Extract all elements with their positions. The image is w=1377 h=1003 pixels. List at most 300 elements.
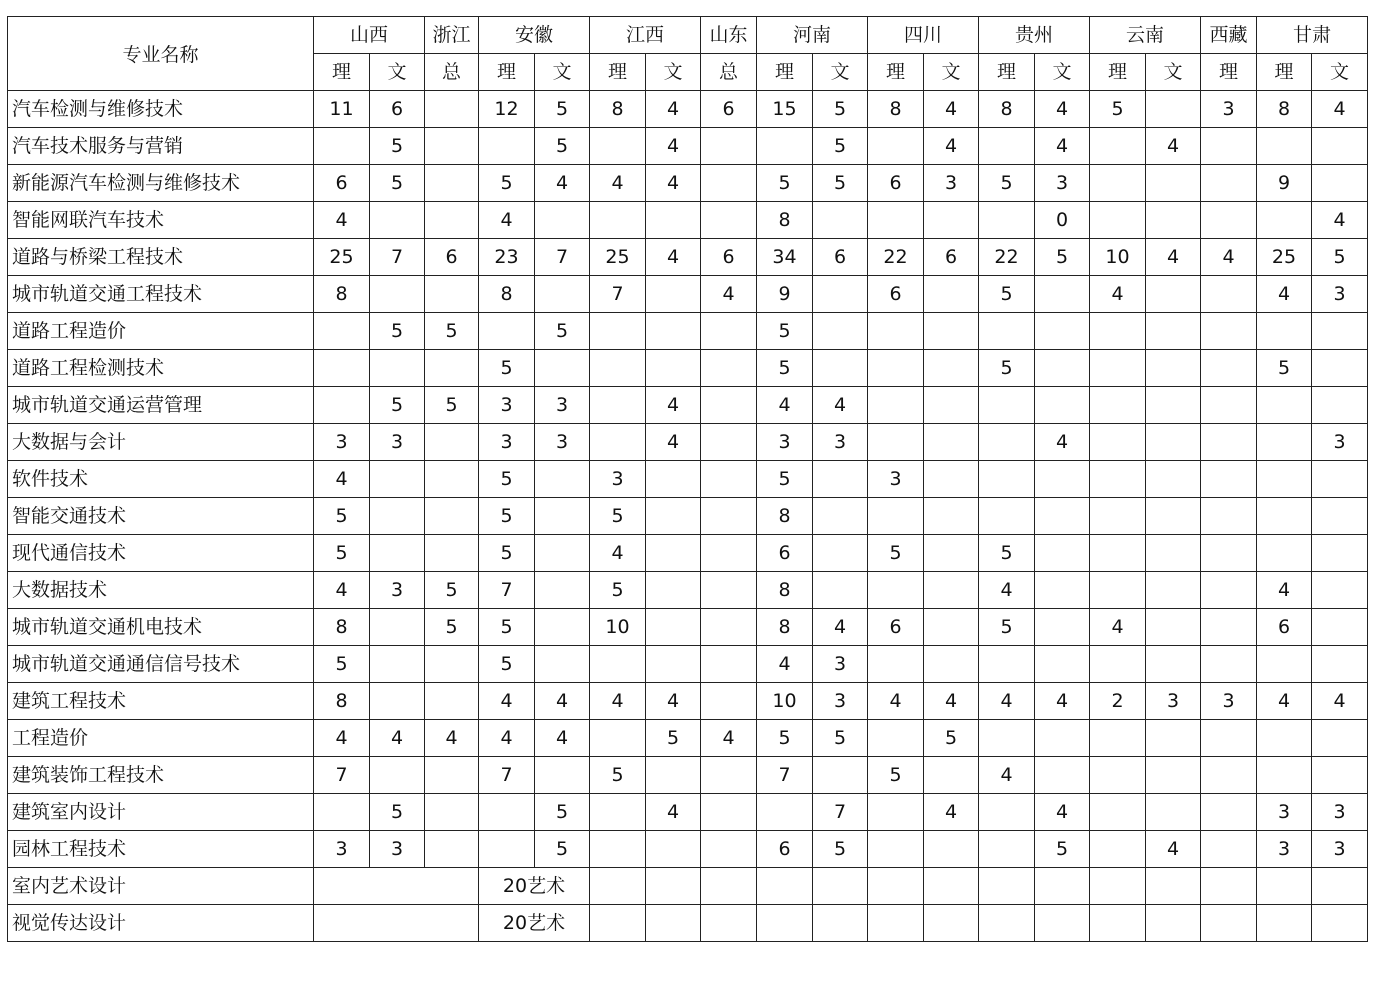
quota-cell: 4: [979, 757, 1035, 794]
table-row: [8, 757, 1368, 794]
quota-cell: [1146, 276, 1201, 313]
quota-cell: 5: [590, 498, 646, 535]
quota-cell: 15: [757, 91, 813, 128]
quota-cell: [813, 905, 868, 942]
quota-cell: 5: [979, 350, 1035, 387]
quota-cell: [1146, 794, 1201, 831]
quota-cell: [646, 646, 701, 683]
quota-cell: [1257, 868, 1312, 905]
quota-cell: [1035, 313, 1090, 350]
quota-cell: 5: [425, 387, 479, 424]
quota-cell: [314, 128, 370, 165]
quota-cell: [1090, 461, 1146, 498]
quota-cell: [757, 794, 813, 831]
quota-cell: [1201, 276, 1257, 313]
major-name-cell: 汽车检测与维修技术: [8, 91, 314, 128]
quota-cell: [1146, 313, 1201, 350]
quota-cell: [479, 128, 535, 165]
quota-cell: [370, 535, 425, 572]
quota-cell: 25: [314, 239, 370, 276]
quota-cell: 4: [425, 720, 479, 757]
table-row: [8, 461, 1368, 498]
quota-cell: [646, 572, 701, 609]
province-header: 四川: [868, 17, 979, 54]
quota-cell: 23: [479, 239, 535, 276]
quota-cell: 5: [425, 572, 479, 609]
quota-cell: 4: [757, 387, 813, 424]
quota-cell: [701, 757, 757, 794]
quota-cell: [425, 165, 479, 202]
quota-cell: [701, 646, 757, 683]
quota-cell: 5: [535, 313, 590, 350]
quota-cell: 5: [479, 646, 535, 683]
quota-cell: 10: [757, 683, 813, 720]
province-header: 云南: [1090, 17, 1201, 54]
quota-cell: [646, 202, 701, 239]
quota-cell: [314, 350, 370, 387]
quota-cell: 5: [370, 165, 425, 202]
quota-cell: 8: [590, 91, 646, 128]
table-row: [8, 128, 1368, 165]
quota-cell: [1035, 498, 1090, 535]
quota-cell: 4: [535, 683, 590, 720]
quota-cell: 6: [757, 535, 813, 572]
quota-cell: 4: [479, 720, 535, 757]
province-header: 山东: [701, 17, 757, 54]
quota-cell: [535, 757, 590, 794]
quota-cell: [1312, 609, 1368, 646]
table-row: [8, 905, 1368, 942]
quota-cell: [590, 313, 646, 350]
quota-cell: 7: [314, 757, 370, 794]
province-header: 甘肃: [1257, 17, 1368, 54]
quota-cell: 4: [924, 794, 979, 831]
quota-cell: [425, 794, 479, 831]
quota-cell: [1312, 535, 1368, 572]
quota-cell: [590, 128, 646, 165]
quota-cell: 5: [979, 535, 1035, 572]
quota-cell: 5: [479, 165, 535, 202]
quota-cell: [314, 905, 479, 942]
quota-cell: [979, 313, 1035, 350]
quota-cell: 5: [370, 313, 425, 350]
quota-cell: [701, 128, 757, 165]
quota-cell: 3: [1312, 831, 1368, 868]
quota-cell: [757, 128, 813, 165]
quota-cell: 7: [813, 794, 868, 831]
quota-cell: [1090, 350, 1146, 387]
quota-cell: 8: [757, 609, 813, 646]
quota-cell: [425, 424, 479, 461]
quota-cell: [868, 313, 924, 350]
quota-cell: 5: [1035, 239, 1090, 276]
quota-cell: 4: [1090, 609, 1146, 646]
quota-cell: [1201, 794, 1257, 831]
quota-cell: 5: [479, 535, 535, 572]
quota-cell: 3: [370, 572, 425, 609]
major-name-cell: 城市轨道交通工程技术: [8, 276, 314, 313]
quota-cell: 3: [1312, 794, 1368, 831]
major-name-cell: 园林工程技术: [8, 831, 314, 868]
quota-cell: [1201, 609, 1257, 646]
quota-cell: 3: [1146, 683, 1201, 720]
subject-header: 文: [1035, 54, 1090, 91]
quota-cell: 6: [370, 91, 425, 128]
quota-cell: [535, 535, 590, 572]
quota-cell: 4: [590, 165, 646, 202]
quota-cell: 5: [314, 646, 370, 683]
quota-cell: 10: [1090, 239, 1146, 276]
quota-cell: [1090, 128, 1146, 165]
quota-cell: [868, 128, 924, 165]
subject-header: 理: [479, 54, 535, 91]
quota-cell: [1035, 609, 1090, 646]
quota-cell: [924, 646, 979, 683]
major-name-cell: 软件技术: [8, 461, 314, 498]
quota-cell: 10: [590, 609, 646, 646]
quota-cell: [1090, 202, 1146, 239]
quota-cell: [701, 313, 757, 350]
quota-cell: 4: [1090, 276, 1146, 313]
quota-cell: 4: [979, 683, 1035, 720]
quota-cell: [1146, 498, 1201, 535]
quota-cell: [813, 868, 868, 905]
quota-cell: [1035, 905, 1090, 942]
quota-cell: 4: [590, 683, 646, 720]
quota-cell: [924, 461, 979, 498]
quota-cell: [1201, 757, 1257, 794]
quota-cell: 4: [646, 683, 701, 720]
quota-cell: 6: [1257, 609, 1312, 646]
quota-cell: 4: [868, 683, 924, 720]
quota-cell: 3: [757, 424, 813, 461]
quota-cell: [1201, 646, 1257, 683]
quota-cell: [646, 831, 701, 868]
quota-cell: 6: [868, 609, 924, 646]
quota-cell: 5: [757, 165, 813, 202]
major-name-cell: 现代通信技术: [8, 535, 314, 572]
quota-cell: 5: [868, 535, 924, 572]
quota-cell: [1090, 498, 1146, 535]
quota-cell: [1035, 461, 1090, 498]
quota-cell: [1312, 757, 1368, 794]
quota-cell: [646, 535, 701, 572]
quota-cell: [370, 461, 425, 498]
quota-cell: 4: [646, 239, 701, 276]
quota-cell: 5: [813, 720, 868, 757]
quota-cell: 3: [314, 831, 370, 868]
quota-cell: 5: [535, 128, 590, 165]
quota-cell: [1201, 424, 1257, 461]
quota-cell: [1257, 535, 1312, 572]
quota-cell: [425, 535, 479, 572]
table-row: [8, 313, 1368, 350]
quota-cell: [1146, 350, 1201, 387]
quota-cell: 4: [590, 535, 646, 572]
quota-cell: [1146, 91, 1201, 128]
quota-cell: 3: [1257, 794, 1312, 831]
subject-header: 理: [868, 54, 924, 91]
quota-cell: 8: [479, 276, 535, 313]
quota-cell: [1146, 757, 1201, 794]
quota-cell: 5: [1312, 239, 1368, 276]
quota-cell: [425, 646, 479, 683]
quota-cell: [1201, 535, 1257, 572]
quota-cell: [535, 572, 590, 609]
quota-cell: [868, 498, 924, 535]
table-row: [8, 720, 1368, 757]
quota-cell: [813, 350, 868, 387]
table-row: [8, 387, 1368, 424]
quota-cell: [646, 498, 701, 535]
quota-cell: 9: [1257, 165, 1312, 202]
quota-cell: [535, 461, 590, 498]
quota-cell: [979, 424, 1035, 461]
quota-cell: 5: [370, 128, 425, 165]
quota-cell: 7: [535, 239, 590, 276]
subject-header: 理: [1257, 54, 1312, 91]
quota-cell: 6: [314, 165, 370, 202]
quota-cell: 22: [979, 239, 1035, 276]
quota-cell: [479, 313, 535, 350]
quota-cell: 5: [590, 572, 646, 609]
quota-cell: 3: [1312, 276, 1368, 313]
quota-cell: 4: [1312, 91, 1368, 128]
quota-cell: [1312, 165, 1368, 202]
quota-cell: 3: [1201, 683, 1257, 720]
quota-cell: 5: [813, 165, 868, 202]
quota-cell: 5: [314, 498, 370, 535]
quota-cell: 5: [979, 276, 1035, 313]
major-name-cell: 大数据技术: [8, 572, 314, 609]
quota-cell: 6: [425, 239, 479, 276]
quota-cell: [701, 424, 757, 461]
quota-cell: [701, 498, 757, 535]
quota-cell: 3: [479, 387, 535, 424]
quota-cell: 5: [479, 461, 535, 498]
quota-cell: [1257, 905, 1312, 942]
quota-cell: [1090, 313, 1146, 350]
quota-cell: 4: [535, 165, 590, 202]
major-name-cell: 城市轨道交通运营管理: [8, 387, 314, 424]
quota-cell: 5: [1257, 350, 1312, 387]
quota-cell: 5: [370, 387, 425, 424]
quota-cell: [701, 572, 757, 609]
quota-cell: 4: [479, 683, 535, 720]
quota-cell: [1146, 572, 1201, 609]
quota-cell: 8: [314, 276, 370, 313]
quota-cell: 4: [646, 128, 701, 165]
subject-header: 文: [924, 54, 979, 91]
quota-cell: [868, 424, 924, 461]
quota-cell: [813, 461, 868, 498]
quota-cell: 5: [979, 609, 1035, 646]
quota-cell: [701, 535, 757, 572]
quota-cell: 5: [535, 794, 590, 831]
quota-cell: [813, 202, 868, 239]
quota-cell: [813, 498, 868, 535]
quota-cell: [1257, 646, 1312, 683]
quota-cell: [1312, 498, 1368, 535]
major-name-cell: 智能网联汽车技术: [8, 202, 314, 239]
enrollment-plan-table: [7, 16, 1368, 942]
quota-cell: [1312, 572, 1368, 609]
major-name-cell: 大数据与会计: [8, 424, 314, 461]
quota-cell: [590, 720, 646, 757]
quota-cell: [370, 609, 425, 646]
major-name-cell: 道路与桥梁工程技术: [8, 239, 314, 276]
quota-cell: [1146, 461, 1201, 498]
quota-cell: 25: [1257, 239, 1312, 276]
province-header: 西藏: [1201, 17, 1257, 54]
quota-cell: 5: [1090, 91, 1146, 128]
quota-cell: 8: [757, 572, 813, 609]
quota-cell: 4: [314, 720, 370, 757]
quota-cell: [701, 202, 757, 239]
quota-cell: [1257, 128, 1312, 165]
quota-cell: [1035, 868, 1090, 905]
quota-cell: [1312, 905, 1368, 942]
table-row: [8, 276, 1368, 313]
quota-cell: [425, 91, 479, 128]
quota-cell: [590, 794, 646, 831]
major-name-cell: 道路工程检测技术: [8, 350, 314, 387]
quota-cell: [1257, 461, 1312, 498]
quota-cell: [1090, 757, 1146, 794]
quota-cell: 2: [1090, 683, 1146, 720]
quota-cell: 3: [590, 461, 646, 498]
quota-cell: [979, 498, 1035, 535]
quota-cell: 6: [701, 91, 757, 128]
quota-cell: 4: [314, 572, 370, 609]
quota-cell: 4: [1312, 202, 1368, 239]
quota-cell: [1146, 165, 1201, 202]
quota-cell: 4: [535, 720, 590, 757]
province-header: 山西: [314, 17, 425, 54]
quota-cell: [1035, 646, 1090, 683]
quota-cell: 34: [757, 239, 813, 276]
quota-cell: 4: [701, 720, 757, 757]
quota-cell: [701, 609, 757, 646]
subject-header: 理: [757, 54, 813, 91]
quota-cell: 3: [813, 646, 868, 683]
quota-cell: [1090, 794, 1146, 831]
quota-cell: 5: [646, 720, 701, 757]
quota-cell: 5: [479, 350, 535, 387]
quota-cell: [868, 572, 924, 609]
table-row: [8, 202, 1368, 239]
quota-cell: [535, 646, 590, 683]
quota-cell: [979, 905, 1035, 942]
quota-cell: 4: [1257, 683, 1312, 720]
quota-cell: [1035, 572, 1090, 609]
quota-cell: 4: [1146, 128, 1201, 165]
quota-cell: [425, 757, 479, 794]
quota-cell: 4: [924, 683, 979, 720]
quota-cell: 4: [1257, 572, 1312, 609]
quota-cell: 5: [1035, 831, 1090, 868]
quota-cell: [1146, 646, 1201, 683]
quota-cell: 7: [757, 757, 813, 794]
quota-cell: [1146, 387, 1201, 424]
quota-cell: 6: [868, 165, 924, 202]
quota-cell: [701, 461, 757, 498]
quota-cell: [979, 831, 1035, 868]
quota-cell: [701, 165, 757, 202]
quota-cell: [646, 313, 701, 350]
quota-cell: [924, 424, 979, 461]
quota-cell: [646, 757, 701, 794]
quota-cell: 4: [646, 165, 701, 202]
quota-cell: [979, 387, 1035, 424]
quota-cell: [370, 276, 425, 313]
quota-cell: 3: [1312, 424, 1368, 461]
quota-cell: 4: [479, 202, 535, 239]
quota-cell: [370, 498, 425, 535]
quota-cell: 5: [370, 794, 425, 831]
quota-cell: 5: [813, 128, 868, 165]
table-row: [8, 683, 1368, 720]
quota-cell: [1201, 350, 1257, 387]
table-row: [8, 572, 1368, 609]
quota-cell: 9: [757, 276, 813, 313]
province-header: 河南: [757, 17, 868, 54]
quota-cell: 3: [479, 424, 535, 461]
quota-cell: [868, 831, 924, 868]
quota-cell: [370, 202, 425, 239]
table-row: [8, 424, 1368, 461]
major-name-cell: 城市轨道交通机电技术: [8, 609, 314, 646]
quota-cell: [479, 831, 535, 868]
province-header: 江西: [590, 17, 701, 54]
quota-cell: 5: [979, 165, 1035, 202]
quota-cell: [1257, 387, 1312, 424]
quota-cell: [370, 757, 425, 794]
quota-cell: [425, 461, 479, 498]
quota-cell: [646, 276, 701, 313]
quota-cell: [1312, 128, 1368, 165]
quota-cell: [1035, 387, 1090, 424]
quota-cell: 4: [1146, 831, 1201, 868]
quota-cell: 12: [479, 91, 535, 128]
quota-cell: [646, 905, 701, 942]
quota-cell: 8: [1257, 91, 1312, 128]
quota-cell: 8: [757, 498, 813, 535]
quota-cell: [590, 202, 646, 239]
quota-cell: [1090, 646, 1146, 683]
quota-cell: [701, 387, 757, 424]
quota-cell: [701, 683, 757, 720]
quota-cell: [924, 387, 979, 424]
quota-cell: 4: [646, 91, 701, 128]
quota-cell: [924, 757, 979, 794]
quota-cell: [314, 387, 370, 424]
quota-cell: [590, 868, 646, 905]
quota-cell: [1201, 498, 1257, 535]
quota-cell: [924, 276, 979, 313]
quota-cell: [1035, 350, 1090, 387]
major-name-cell: 视觉传达设计: [8, 905, 314, 942]
quota-cell: [813, 535, 868, 572]
quota-cell: [924, 313, 979, 350]
quota-cell: [924, 572, 979, 609]
quota-cell: [1257, 313, 1312, 350]
province-header: 贵州: [979, 17, 1090, 54]
quota-cell: 5: [479, 609, 535, 646]
quota-cell: [924, 350, 979, 387]
table-row: [8, 91, 1368, 128]
quota-cell: [1312, 313, 1368, 350]
